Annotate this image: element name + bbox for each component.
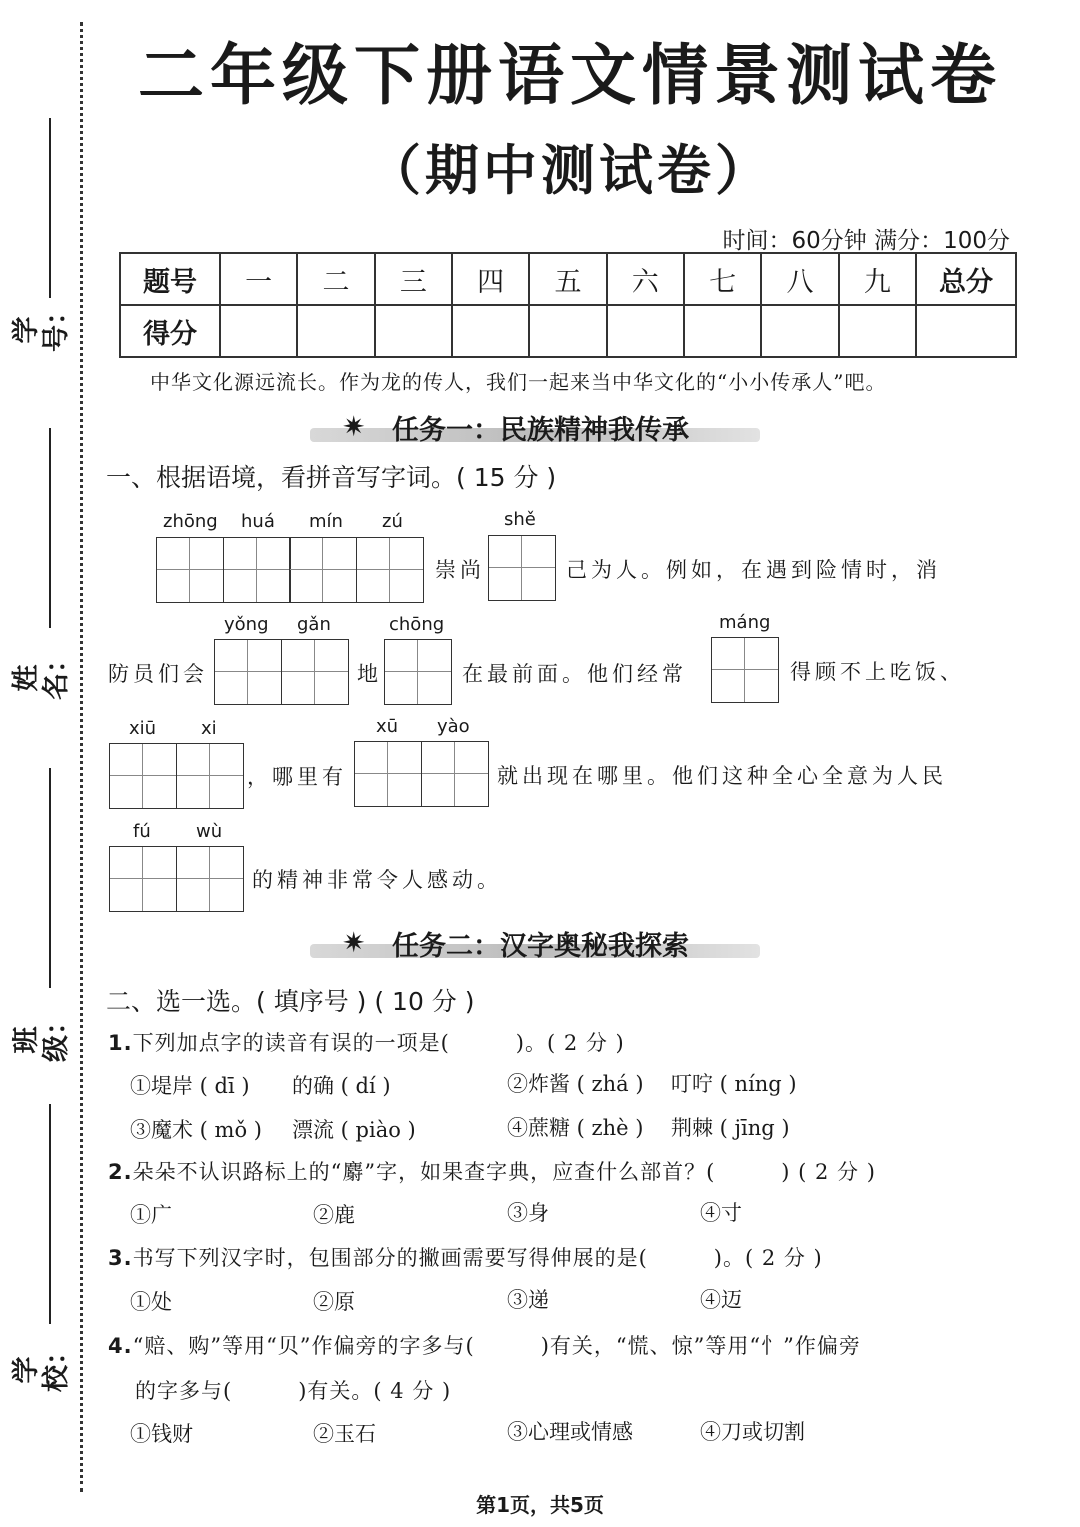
question-number: 2. [108,1160,133,1184]
pinyin: mín [309,511,343,532]
option[interactable]: ④刀或切割 [700,1420,805,1444]
pinyin: wù [196,821,223,842]
task1-banner [310,406,760,452]
score-row [120,305,1016,357]
writing-box-group [354,741,489,807]
writing-box[interactable] [421,741,489,807]
task1-title: 任务一：民族精神我传承 [392,415,689,446]
writing-box-group [488,535,556,601]
writing-box[interactable] [711,637,779,703]
section1-title: 一、根据语境，看拼音写字词。( 15 分 ) [106,463,557,492]
score-cell[interactable] [375,305,452,357]
option[interactable]: ③身 [507,1201,549,1225]
pinyin: máng [719,612,771,633]
name-label: 姓名： [11,646,72,700]
question-4-continued: 的字多与( )有关。( 4 分 ) [135,1379,452,1403]
question-text: “赔、购”等用“贝”作偏旁的字多与( )有关，“慌、惊”等用“忄”作偏旁 [132,1334,861,1358]
task2-title: 任务二：汉字奥秘我探索 [392,931,689,962]
question-number: 3. [108,1246,133,1270]
option: 荆棘 ( jīng ) [671,1116,790,1140]
pinyin: xiū [129,718,157,739]
page-footer: 第1页，共5页 [476,1493,604,1517]
option: 叮咛 ( níng ) [671,1072,797,1096]
score-cell[interactable] [607,305,684,357]
table-header-cell: 七 [684,253,761,305]
class-label: 班级： [11,1008,72,1062]
option[interactable]: ①广 [130,1203,172,1227]
pinyin: yǒng [224,614,269,635]
writing-box-group [214,639,349,705]
binding-dotted-line [80,22,83,1492]
section2-title: 二、选一选。( 填序号 ) ( 10 分 ) [106,987,475,1016]
table-header-cell: 四 [452,253,529,305]
table-header-cell: 五 [529,253,606,305]
score-cell[interactable] [297,305,374,357]
writing-box[interactable] [289,537,357,603]
passage-text: 在最前面。他们经常 [462,662,687,686]
task2-banner [310,922,760,968]
writing-box[interactable] [109,743,177,809]
score-cell[interactable] [529,305,606,357]
writing-box[interactable] [354,741,422,807]
passage-text: 的精神非常令人感动。 [252,868,502,892]
writing-box[interactable] [156,537,224,603]
table-header-cell: 二 [297,253,374,305]
writing-box[interactable] [109,846,177,912]
pinyin: zhōng [163,511,218,532]
writing-box-group [109,743,244,809]
school-line [49,1104,51,1324]
pinyin: huá [241,511,275,532]
writing-box-group [384,639,452,705]
option[interactable]: ④迈 [700,1288,742,1312]
option[interactable]: ②玉石 [313,1422,376,1446]
option[interactable]: ①钱财 [130,1422,193,1446]
question-3 [108,1242,823,1272]
page-subtitle: （期中测试卷） [367,139,773,202]
score-cell[interactable] [916,305,1016,357]
question-text: 朵朵不认识路标上的“麝”字，如果查字典，应查什么部首？( ) ( 2 分 ) [132,1160,876,1184]
table-header-cell: 三 [375,253,452,305]
score-cell[interactable] [452,305,529,357]
option[interactable]: ③魔术 ( mǒ ) [130,1118,262,1142]
writing-box[interactable] [384,639,452,705]
time-info: 时间：60分钟 满分：100分 [722,228,1010,254]
writing-box[interactable] [176,846,244,912]
table-header-cell: 八 [761,253,838,305]
score-cell[interactable] [220,305,297,357]
writing-box-group [156,537,424,603]
option[interactable]: ②原 [313,1290,355,1314]
writing-box[interactable] [214,639,282,705]
table-header-cell: 一 [220,253,297,305]
passage-text: 崇尚 [435,558,485,582]
pinyin: xi [201,718,217,739]
pinyin: yào [437,716,470,737]
question-text: 下列加点字的读音有误的一项是( )。( 2 分 ) [132,1031,625,1055]
passage-text: 得顾不上吃饭、 [790,660,965,684]
page-title: 二年级下册语文情景测试卷 [138,37,1002,114]
table-header-cell: 总分 [916,253,1016,305]
pinyin: shě [504,509,536,530]
student-id-label: 学号： [11,298,72,352]
question-number: 1. [108,1031,133,1055]
name-line [49,428,51,628]
question-2 [108,1156,876,1186]
intro-text: 中华文化源远流长。作为龙的传人，我们一起来当中华文化的“小小传承人”吧。 [150,370,887,394]
option[interactable]: ①堤岸 ( dī ) [130,1074,250,1098]
school-label: 学校： [11,1338,72,1392]
question-text: 书写下列汉字时，包围部分的撇画需要写得伸展的是( )。( 2 分 ) [132,1246,823,1270]
option: 漂流 ( piào ) [292,1118,416,1142]
sparkle-icon: ✷ [342,410,366,443]
sparkle-icon: ✷ [342,926,366,959]
writing-box[interactable] [488,535,556,601]
score-cell[interactable] [839,305,916,357]
writing-box[interactable] [176,743,244,809]
writing-box-group [109,846,244,912]
score-header-row [120,253,1016,305]
option[interactable]: ④蔗糖 ( zhè ) [507,1116,644,1140]
passage-text: ，哪里有 [247,765,347,789]
score-cell[interactable] [761,305,838,357]
table-header-cell: 六 [607,253,684,305]
score-table [119,252,1017,358]
passage-text: 就出现在哪里。他们这种全心全意为人民 [497,764,947,788]
option[interactable]: ③递 [507,1288,549,1312]
class-line [49,768,51,988]
writing-box[interactable] [223,537,291,603]
option[interactable]: ②鹿 [313,1203,355,1227]
pinyin: chōng [389,614,445,635]
question-1 [108,1027,625,1057]
question-number: 4. [108,1334,133,1358]
option[interactable]: ①处 [130,1290,172,1314]
passage-text: 己为人。例如，在遇到险情时，消 [566,558,941,582]
option[interactable]: ③心理或情感 [507,1420,633,1444]
score-row-label: 得分 [120,305,220,357]
table-header-cell: 题号 [120,253,220,305]
pinyin: xū [376,716,399,737]
student-id-line [49,118,51,298]
pinyin: fú [133,821,151,842]
score-cell[interactable] [684,305,761,357]
question-4 [108,1330,861,1360]
option[interactable]: ④寸 [700,1201,742,1225]
table-header-cell: 九 [839,253,916,305]
passage-text: 地 [357,662,382,686]
pinyin: zú [382,511,403,532]
option[interactable]: ②炸酱 ( zhá ) [507,1072,644,1096]
writing-box[interactable] [356,537,424,603]
passage-text: 防员们会 [108,662,208,686]
writing-box[interactable] [281,639,349,705]
pinyin: gǎn [297,614,331,635]
option: 的确 ( dí ) [292,1074,391,1098]
writing-box-group [711,637,779,703]
